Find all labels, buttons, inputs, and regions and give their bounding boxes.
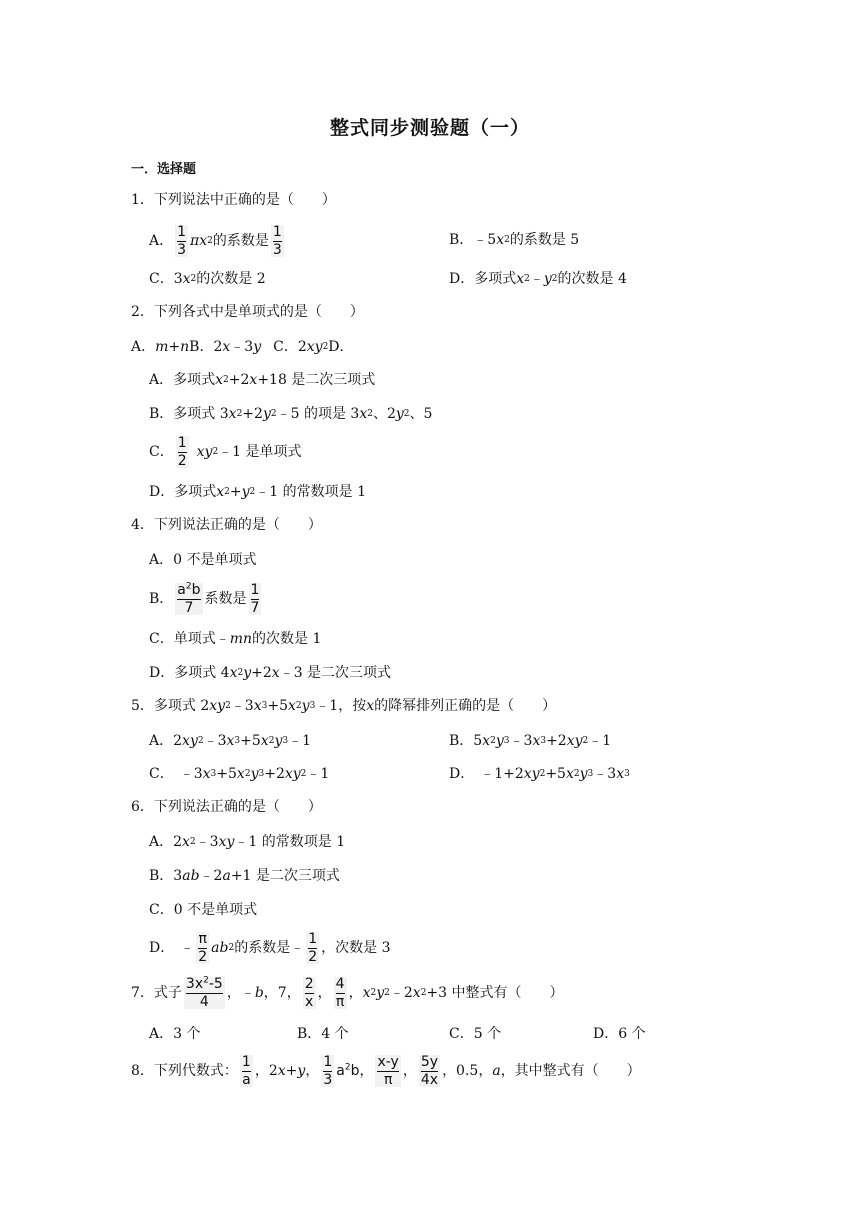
question-8-stem: 8．下列代数式： $\frac{1}{a}$ ，2 x + y ， $\frac{1}{3}$ $a^2b$ ， $\frac{x-y}{\pi}$ ， $\frac{5y}{4x}$ ，0.5， a ，其中整式有（ ） bbox=[131, 1054, 641, 1088]
fraction-image: $\frac{5y}{4x}$ bbox=[420, 1054, 439, 1088]
question-5-stem: 5．多项式 2 xy 2 ﹣3 x 3 +5 x 2 y 3 ﹣1，按 x 的降幂排列正确的是（ ） bbox=[131, 698, 557, 714]
question-7-stem: 7．式子 $\frac{3x^2-5}{4}$ ，﹣ b ，7， $\frac{2}{x}$ ， $\frac{4}{\pi}$ ， x 2 y 2 ﹣2 x 2 +3 中整式有（ ） bbox=[131, 975, 564, 1010]
fraction-image: $\frac{1}{7}$ bbox=[250, 582, 260, 616]
question-5-option-c: C． ﹣3 x 3 +5 x 2 y 3 +2 xy 2 ﹣1 bbox=[149, 766, 330, 782]
question-5-option-b: B． 5 x 2 y 3 ﹣3 x 3 +2 xy 2 ﹣1 bbox=[449, 733, 612, 749]
fraction-image: $\frac{a^2b}{7}$ bbox=[177, 581, 201, 616]
question-1-option-c: C． 3 x 2 的次数是 2 bbox=[149, 271, 266, 287]
question-2-options: A． m + n B．2 x ﹣3 y C．2 xy 2 D． bbox=[131, 339, 354, 355]
question-7-option-a: A．3 个 bbox=[149, 1026, 201, 1042]
fraction-image: $\frac{4}{\pi}$ bbox=[335, 976, 345, 1010]
question-7-option-d: D．6 个 bbox=[593, 1026, 646, 1042]
question-7-option-c: C．5 个 bbox=[449, 1026, 502, 1042]
fraction-image: $\frac{1}{3}$ bbox=[177, 224, 187, 258]
fraction-image: $\frac{x-y}{\pi}$ bbox=[377, 1054, 399, 1088]
question-4-option-a: A． 0 不是单项式 bbox=[149, 552, 257, 568]
question-6-stem: 6．下列说法正确的是（ ） bbox=[131, 799, 322, 815]
fraction-image: $\frac{2}{x}$ bbox=[304, 976, 314, 1010]
question-3-option-b: B． 多项式 3 x 2 +2 y 2 ﹣5 的项是 3 x 2 、2 y 2 、5 bbox=[149, 406, 433, 422]
fraction-image: $\frac{1}{3}$ bbox=[323, 1054, 333, 1088]
question-6-option-c: C． 0 不是单项式 bbox=[149, 902, 258, 918]
fraction-image: $\frac{1}{a}$ bbox=[241, 1054, 251, 1088]
question-6-option-a: A． 2 x 2 ﹣3 xy ﹣1 的常数项是 1 bbox=[149, 834, 346, 850]
question-4-option-b: B． $\frac{a^2b}{7}$ 系数是 $\frac{1}{7}$ bbox=[149, 581, 260, 616]
question-4-option-c: C． 单项式﹣ mn 的次数是 1 bbox=[149, 631, 322, 647]
question-5-option-a: A． 2 xy 2 ﹣3 x 3 +5 x 2 y 3 ﹣1 bbox=[149, 733, 312, 749]
fraction-image: $\frac{1}{3}$ bbox=[272, 224, 282, 258]
question-1-stem: 1．下列说法中正确的是（ ） bbox=[131, 192, 336, 208]
question-4-stem: 4．下列说法正确的是（ ） bbox=[131, 517, 322, 533]
fraction-image: $\frac{1}{2}$ bbox=[308, 931, 318, 965]
question-4-option-d: D． 多项式 4 x 2 y +2 x ﹣3 是二次三项式 bbox=[149, 665, 392, 681]
question-2-stem: 2．下列各式中是单项式的是（ ） bbox=[131, 304, 364, 320]
fraction-image: $\frac{3x^2-5}{4}$ bbox=[185, 975, 223, 1010]
question-5-option-d: D． ﹣1+2 xy 2 +5 x 2 y 3 ﹣3 x 3 bbox=[449, 766, 630, 782]
page-title: 整式同步测验题（一） bbox=[329, 117, 530, 139]
question-7-option-b: B．4 个 bbox=[297, 1026, 349, 1042]
fraction-image: $\frac{\pi}{2}$ bbox=[198, 931, 208, 965]
question-3-option-d: D． 多项式 x 2 + y 2 ﹣1 的常数项是 1 bbox=[149, 484, 366, 500]
question-3-option-c: C． $\frac{1}{2}$ xy 2 ﹣1 是单项式 bbox=[149, 435, 302, 469]
question-1-option-a: A． $\frac{1}{3}$ πx 2 的系数是 $\frac{1}{3}$ bbox=[149, 224, 282, 258]
section-heading: 一．选择题 bbox=[131, 162, 197, 177]
question-6-option-b: B． 3 ab ﹣2 a +1 是二次三项式 bbox=[149, 868, 340, 884]
question-3-option-a: A． 多项式 x 2 +2 x +18 是二次三项式 bbox=[149, 372, 376, 388]
fraction-image: $\frac{1}{2}$ bbox=[177, 435, 187, 469]
question-6-option-d: D． ﹣ $\frac{\pi}{2}$ ab 2 的系数是 ﹣ $\frac{1}{2}$ ，次数是 3 bbox=[149, 931, 391, 965]
question-1-option-b: B． ﹣5 x 2 的系数是 5 bbox=[449, 232, 580, 248]
question-1-option-d: D． 多项式 x 2 ﹣ y 2 的次数是 4 bbox=[449, 271, 627, 287]
